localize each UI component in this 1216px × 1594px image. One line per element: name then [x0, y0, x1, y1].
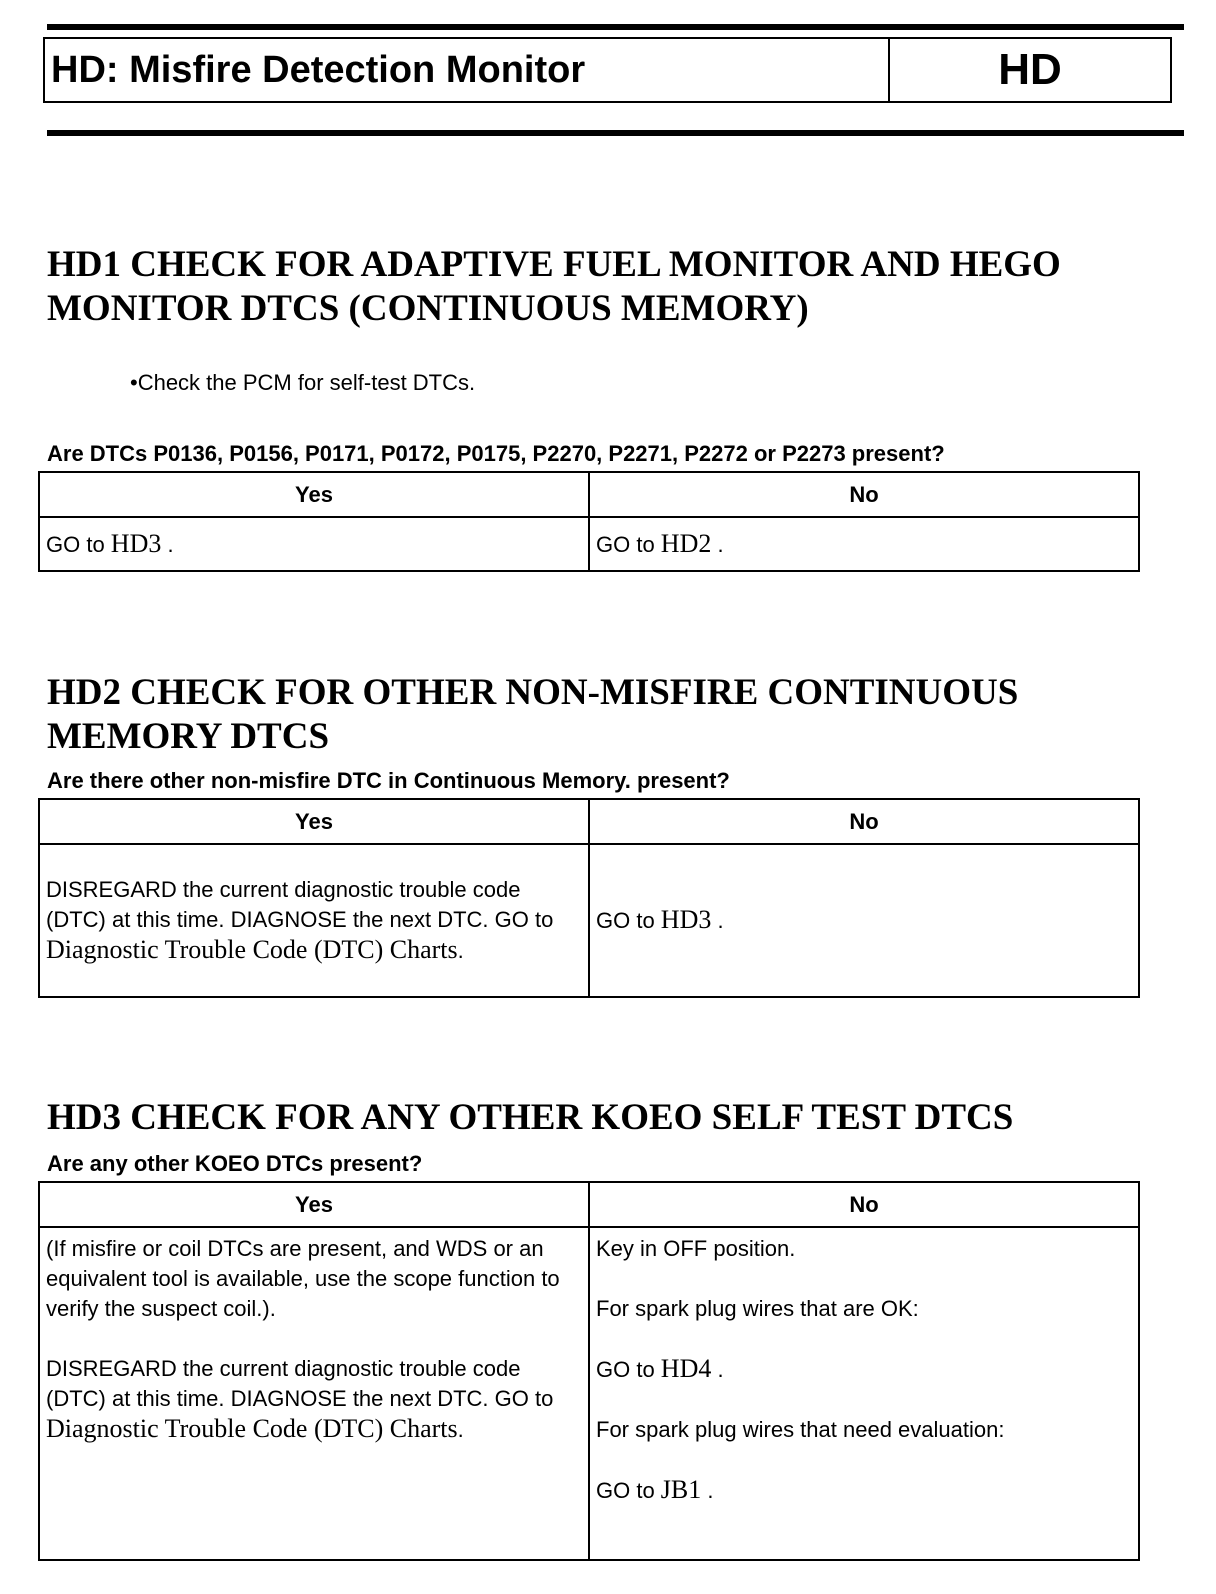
hd3-no-line5-suffix: .: [701, 1478, 714, 1503]
hd2-title: [47, 671, 1018, 759]
hd3-no-line4: For spark plug wires that need evaluation:: [596, 1417, 1005, 1442]
hd1-yes-link[interactable]: HD3: [110, 528, 162, 558]
hd2-answer-table: [38, 798, 1140, 998]
hd2-no-suffix: .: [711, 908, 724, 933]
hd3-no-header: No: [589, 1182, 1139, 1227]
hd1-question: Are DTCs P0136, P0156, P0171, P0172, P0175, P2270, P2271, P2272 or P2273 present?: [47, 441, 945, 466]
hd2-no-cell: [589, 844, 1139, 997]
hd1-no-prefix: GO to: [596, 531, 661, 557]
document-header: [43, 37, 1172, 103]
hd2-title-line2: MEMORY DTCS: [47, 716, 330, 757]
hd3-no-cell: [589, 1227, 1139, 1560]
hd1-bullet-item: [130, 370, 475, 396]
header-code: HD: [998, 45, 1062, 94]
hd2-yes-cell: [39, 844, 589, 997]
hd3-no-line3: [596, 1354, 1132, 1385]
hd2-no-header: No: [589, 799, 1139, 844]
hd2-yes-link[interactable]: Diagnostic Trouble Code (DTC) Charts: [46, 935, 458, 964]
hd3-question: Are any other KOEO DTCs present?: [47, 1151, 423, 1176]
hd3-yes-para2-suffix: .: [457, 1417, 464, 1442]
hd1-no-link[interactable]: HD2: [660, 528, 712, 558]
hd1-no-suffix: .: [711, 531, 724, 557]
hd3-yes-cell: [39, 1227, 589, 1560]
hd3-yes-link[interactable]: Diagnostic Trouble Code (DTC) Charts: [46, 1414, 458, 1443]
hd3-yes-header: Yes: [39, 1182, 589, 1227]
hd3-yes-para1: (If misfire or coil DTCs are present, and WDS or an equivalent tool is available, use the scope function to verify the suspect coil.).: [46, 1236, 560, 1321]
hd3-no-line5: [596, 1475, 1132, 1506]
bullet-icon: •: [130, 370, 138, 395]
hd1-no-header: No: [589, 472, 1139, 517]
hd1-title-line2: MONITOR DTCS (CONTINUOUS MEMORY): [47, 288, 809, 329]
hd1-yes-header: Yes: [39, 472, 589, 517]
hd3-no-jb1-link[interactable]: JB1: [660, 1475, 702, 1504]
hd3-no-line5-prefix: GO to: [596, 1478, 661, 1503]
hd3-no-line3-suffix: .: [711, 1357, 724, 1382]
hd2-title-line1: HD2 CHECK FOR OTHER NON-MISFIRE CONTINUOUS: [47, 672, 1019, 713]
hd2-yes-header: Yes: [39, 799, 589, 844]
top-rule: [47, 24, 1184, 30]
hd3-title: HD3 CHECK FOR ANY OTHER KOEO SELF TEST DTCS: [47, 1097, 1014, 1138]
hd2-yes-suffix: .: [457, 938, 464, 963]
hd2-question: Are there other non-misfire DTC in Continuous Memory. present?: [47, 768, 730, 793]
hd3-yes-para2: [46, 1354, 582, 1445]
hd1-title: [47, 243, 1061, 331]
hd3-no-line2: For spark plug wires that are OK:: [596, 1296, 919, 1321]
hd3-yes-para2-text: DISREGARD the current diagnostic trouble code (DTC) at this time. DIAGNOSE the next DTC. GO to: [46, 1356, 554, 1411]
hd2-yes-text: DISREGARD the current diagnostic trouble code (DTC) at this time. DIAGNOSE the next DTC. GO to: [46, 877, 554, 932]
hd1-title-line1: HD1 CHECK FOR ADAPTIVE FUEL MONITOR AND HEGO: [47, 244, 1061, 285]
hd2-no-link[interactable]: HD3: [660, 905, 712, 934]
hd3-no-line3-prefix: GO to: [596, 1357, 661, 1382]
hd3-no-hd4-link[interactable]: HD4: [660, 1354, 712, 1383]
hd2-no-prefix: GO to: [596, 908, 661, 933]
hd1-answer-table: [38, 471, 1140, 572]
hd1-bullet-text: Check the PCM for self-test DTCs.: [137, 370, 476, 395]
hd1-yes-suffix: .: [161, 531, 174, 557]
hd1-yes-cell: [39, 517, 589, 571]
hd3-answer-table: [38, 1181, 1140, 1561]
hd1-yes-prefix: GO to: [46, 531, 111, 557]
header-bottom-rule: [47, 130, 1184, 136]
header-title: HD: Misfire Detection Monitor: [45, 39, 890, 101]
hd1-no-cell: [589, 517, 1139, 571]
hd3-no-line1: Key in OFF position.: [596, 1236, 796, 1261]
